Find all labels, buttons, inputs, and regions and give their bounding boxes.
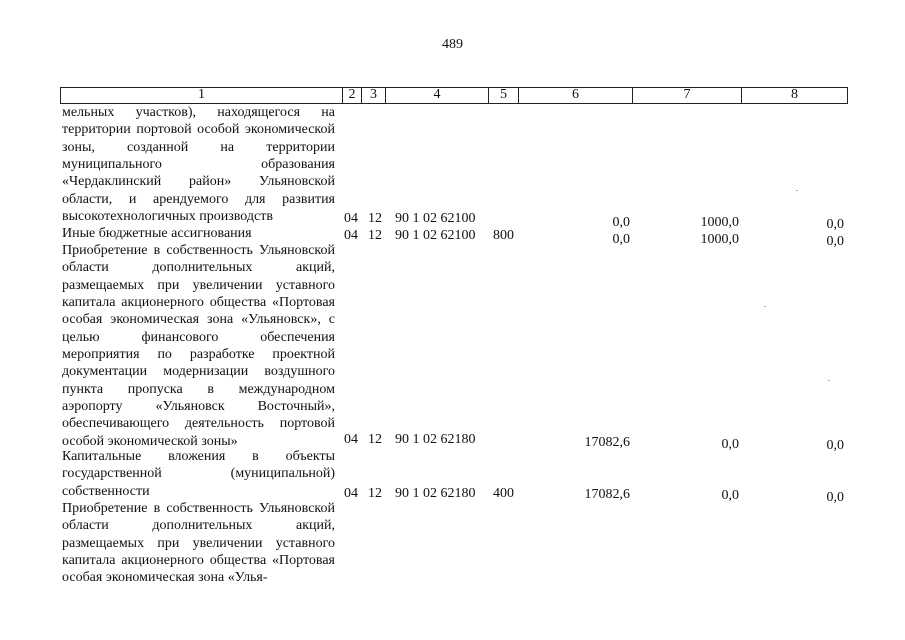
row-target-article: 90 1 02 62180 — [395, 486, 476, 501]
row-subsection: 12 — [368, 486, 382, 501]
row-section: 04 — [344, 228, 358, 243]
scan-speck — [796, 190, 798, 191]
header-col-1: 1 — [60, 87, 343, 104]
row-value-col7: 1000,0 — [700, 232, 739, 247]
row-section: 04 — [344, 211, 358, 226]
header-col-2: 2 — [342, 87, 362, 104]
row-section: 04 — [344, 432, 358, 447]
row-subsection: 12 — [368, 432, 382, 447]
description-block-4: Капитальные вложения в объекты государственной (муниципальной) собственности — [62, 449, 335, 499]
description-block-2: Иные бюджетные ассигнования — [62, 226, 252, 241]
description-block-5: Приобретение в собственность Ульяновской области дополнительных акций, размещаемых при увеличении уставного капитала акционерного общества «Портовая особая экономическая зона «Улья- — [62, 501, 335, 586]
row-section: 04 — [344, 486, 358, 501]
row-value-col8: 0,0 — [826, 438, 844, 453]
scan-speck — [764, 306, 766, 307]
description-block-1: мельных участков), находящегося на территории портовой особой экономической зоны, созданной на территории муниципального образования «Чердаклинский район» Ульяновской области, и арендуемого для развития высокотехнологичных производств — [62, 105, 335, 225]
scan-speck — [828, 380, 830, 381]
header-col-5: 5 — [488, 87, 519, 104]
row-value-col7: 1000,0 — [700, 215, 739, 230]
row-value-col7: 0,0 — [721, 488, 739, 503]
header-col-6: 6 — [518, 87, 633, 104]
row-value-col8: 0,0 — [826, 217, 844, 232]
row-target-article: 90 1 02 62100 — [395, 228, 476, 243]
header-col-4: 4 — [385, 87, 489, 104]
header-col-8: 8 — [741, 87, 848, 104]
row-value-col7: 0,0 — [721, 437, 739, 452]
row-value-col6: 17082,6 — [584, 435, 630, 450]
page-number: 489 — [442, 37, 463, 52]
row-expense-type: 800 — [493, 228, 514, 243]
description-block-3: Приобретение в собственность Ульяновской области дополнительных акций, размещаемых при увеличении уставного капитала акционерного общества «Портовая особая экономическая зона «Ульяновск», с целью финансового обеспечения мероприятия по разработке проектной документации модернизации воздушного пункта пропуска в международном аэропорту «Ульяновск Восточный», обеспечивающего деятельность портовой особой экономической зоны» — [62, 243, 335, 449]
row-expense-type: 400 — [493, 486, 514, 501]
row-target-article: 90 1 02 62180 — [395, 432, 476, 447]
row-target-article: 90 1 02 62100 — [395, 211, 476, 226]
header-col-7: 7 — [632, 87, 742, 104]
row-subsection: 12 — [368, 228, 382, 243]
row-value-col6: 17082,6 — [584, 487, 630, 502]
row-value-col8: 0,0 — [826, 234, 844, 249]
row-subsection: 12 — [368, 211, 382, 226]
header-col-3: 3 — [361, 87, 386, 104]
row-value-col6: 0,0 — [612, 215, 630, 230]
row-value-col8: 0,0 — [826, 490, 844, 505]
row-value-col6: 0,0 — [612, 232, 630, 247]
